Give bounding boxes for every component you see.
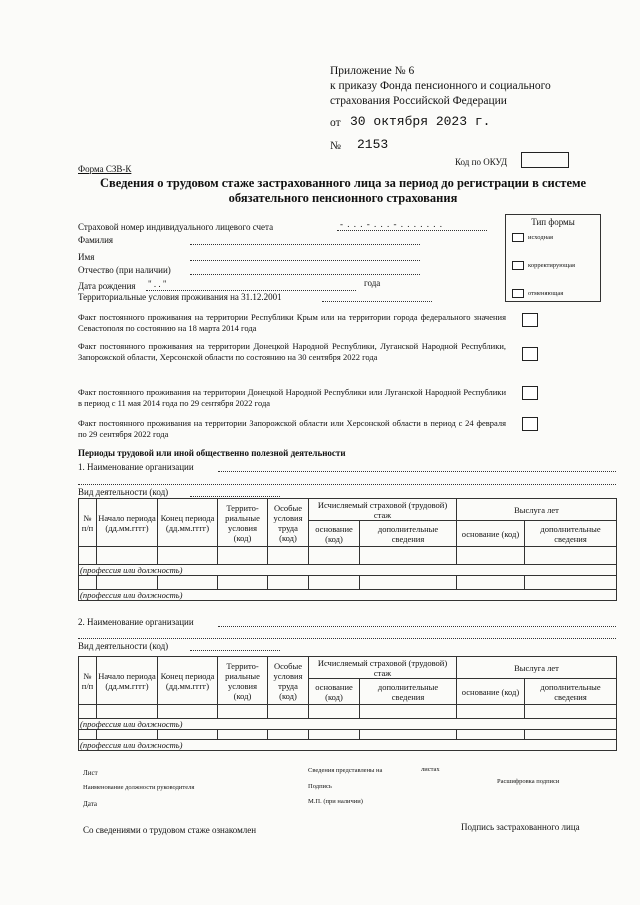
form-type-cancel-checkbox[interactable] xyxy=(512,289,524,298)
appendix-line1: Приложение № 6 xyxy=(330,65,415,77)
sheet-label: Лист xyxy=(83,769,98,777)
snils-mask: - . . . - . . . - . . . . . . . xyxy=(340,219,443,229)
activity1-field[interactable] xyxy=(190,496,280,497)
th-territorial: Террито-риальные условия (код) xyxy=(218,499,268,547)
birth-date-field[interactable] xyxy=(146,290,356,291)
fact-new-regions: Факт постоянного проживания на территории Донецкой Народной Республики, Луганской Народной Республики, Запорожской области, Херсонской области по состоянию на 30 сентября 2022 года xyxy=(78,341,506,362)
snils-field[interactable] xyxy=(337,230,487,231)
fact-dnr-lnr: Факт постоянного проживания на территории Донецкой Народной Республики или Луганской Народной Республики в период с 11 мая 2014 года по 29 сентября 2022 года xyxy=(78,387,506,408)
th-territorial: Террито-риальные условия (код) xyxy=(218,657,268,705)
date-label: Дата xyxy=(83,800,97,808)
th-special: Особые условия труда (код) xyxy=(268,657,309,705)
th-vysluga: Выслуга лет xyxy=(457,499,617,521)
appendix-date-value: 30 октября 2023 г. xyxy=(350,114,491,129)
fact-dnr-lnr-checkbox[interactable] xyxy=(522,386,538,400)
form-code: Форма СЗВ-К xyxy=(78,164,132,174)
periods-table-2 xyxy=(78,656,617,751)
insured-signature-label: Подпись застрахованного лица xyxy=(461,822,580,832)
fact-zap-kherson-checkbox[interactable] xyxy=(522,417,538,431)
form-type-header: Тип формы xyxy=(531,217,575,227)
appendix-date-prefix: от xyxy=(330,117,341,129)
stamp-label: М.П. (при наличии) xyxy=(308,798,363,805)
form-type-initial-label: исходная xyxy=(528,234,554,241)
form-type-corrective-label: корректирующая xyxy=(528,262,576,269)
signature-label: Подпись xyxy=(308,783,332,790)
appendix-line2: к приказу Фонда пенсионного и социального xyxy=(330,80,551,92)
territory-field[interactable] xyxy=(322,301,432,302)
org2-field-line2[interactable] xyxy=(78,638,616,639)
form-type-corrective-checkbox[interactable] xyxy=(512,261,524,270)
fact-crimea-checkbox[interactable] xyxy=(522,313,538,327)
th-vysluga-extra: дополнительные сведения xyxy=(525,521,617,547)
profession-row[interactable]: (профессия или должность) xyxy=(79,740,617,751)
patronymic-label: Отчество (при наличии) xyxy=(78,265,171,275)
appendix-num-value: 2153 xyxy=(357,137,389,152)
fact-new-regions-checkbox[interactable] xyxy=(522,347,538,361)
periods-table-1 xyxy=(78,498,617,601)
th-vysluga-basis: основание (код) xyxy=(457,679,525,705)
th-vysluga-extra: дополнительные сведения xyxy=(525,679,617,705)
th-vysluga: Выслуга лет xyxy=(457,657,617,679)
periods-heading: Периоды трудовой или иной общественно полезной деятельности xyxy=(78,448,346,458)
head-position-label: Наименование должности руководителя xyxy=(83,784,195,791)
th-stazh-basis: основание (код) xyxy=(309,679,360,705)
birth-mask: " . . " xyxy=(148,279,167,289)
th-end: Конец периода (дд.мм.гггг) xyxy=(158,499,218,547)
org2-label: 2. Наименование организации xyxy=(78,617,194,627)
okud-label: Код по ОКУД xyxy=(455,157,508,167)
birth-year-suffix: года xyxy=(364,278,381,288)
th-stazh: Исчисляемый страховой (трудовой) стаж xyxy=(309,657,457,679)
org1-field-line2[interactable] xyxy=(78,484,616,485)
appendix-line3: страхования Российской Федерации xyxy=(330,95,507,107)
profession-row[interactable]: (профессия или должность) xyxy=(79,565,617,576)
th-vysluga-basis: основание (код) xyxy=(457,521,525,547)
th-stazh-extra: дополнительные сведения xyxy=(360,679,457,705)
snils-label: Страховой номер индивидуального лицевого счета xyxy=(78,222,274,232)
th-stazh-extra: дополнительные сведения xyxy=(360,521,457,547)
name-label: Имя xyxy=(78,252,95,262)
surname-field[interactable] xyxy=(190,244,420,245)
th-stazh-basis: основание (код) xyxy=(309,521,360,547)
table-row[interactable] xyxy=(79,730,617,740)
th-start: Начало периода (дд.мм.гггг) xyxy=(97,657,158,705)
submitted-suffix: листах xyxy=(421,766,440,773)
birth-label: Дата рождения xyxy=(78,281,136,291)
org2-field[interactable] xyxy=(218,626,616,627)
table-row[interactable] xyxy=(79,547,617,565)
form-type-initial-checkbox[interactable] xyxy=(512,233,524,242)
profession-row[interactable]: (профессия или должность) xyxy=(79,719,617,730)
signature-decode-label: Расшифровка подписи xyxy=(497,778,560,785)
surname-label: Фамилия xyxy=(78,235,114,245)
org1-field[interactable] xyxy=(218,471,616,472)
name-field[interactable] xyxy=(190,260,420,261)
th-start: Начало периода (дд.мм.гггг) xyxy=(97,499,158,547)
appendix-num-prefix: № xyxy=(330,140,341,152)
th-special: Особые условия труда (код) xyxy=(268,499,309,547)
table-row[interactable] xyxy=(79,705,617,719)
form-type-box xyxy=(505,214,601,302)
okud-box[interactable] xyxy=(521,152,569,168)
th-stazh: Исчисляемый страховой (трудовой) стаж xyxy=(309,499,457,521)
table-row[interactable] xyxy=(79,576,617,590)
fact-crimea: Факт постоянного проживания на территории Республики Крым или на территории города федерального значения Севастополя по состоянию на 18 марта 2014 года xyxy=(78,312,506,333)
form-title: Сведения о трудовом стаже застрахованного лица за период до регистрации в системе обязательного пенсионного страхования xyxy=(99,176,587,205)
acquainted-label: Со сведениями о трудовом стаже ознакомлен xyxy=(83,825,257,835)
submitted-prefix: Сведения представлены на xyxy=(308,767,383,774)
patronymic-field[interactable] xyxy=(190,274,420,275)
profession-row[interactable]: (профессия или должность) xyxy=(79,590,617,601)
th-end: Конец периода (дд.мм.гггг) xyxy=(158,657,218,705)
form-type-cancel-label: отменяющая xyxy=(528,290,564,297)
activity1-label: Вид деятельности (код) xyxy=(78,487,169,497)
territory-label: Территориальные условия проживания на 31.12.2001 xyxy=(78,292,282,302)
th-num: № п/п xyxy=(79,657,97,705)
activity2-field[interactable] xyxy=(190,650,280,651)
activity2-label: Вид деятельности (код) xyxy=(78,641,169,651)
fact-zap-kherson: Факт постоянного проживания на территории Запорожской области или Херсонской области в период с 24 февраля по 29 сентября 2022 года xyxy=(78,418,506,439)
org1-label: 1. Наименование организации xyxy=(78,462,194,472)
th-num: № п/п xyxy=(79,499,97,547)
